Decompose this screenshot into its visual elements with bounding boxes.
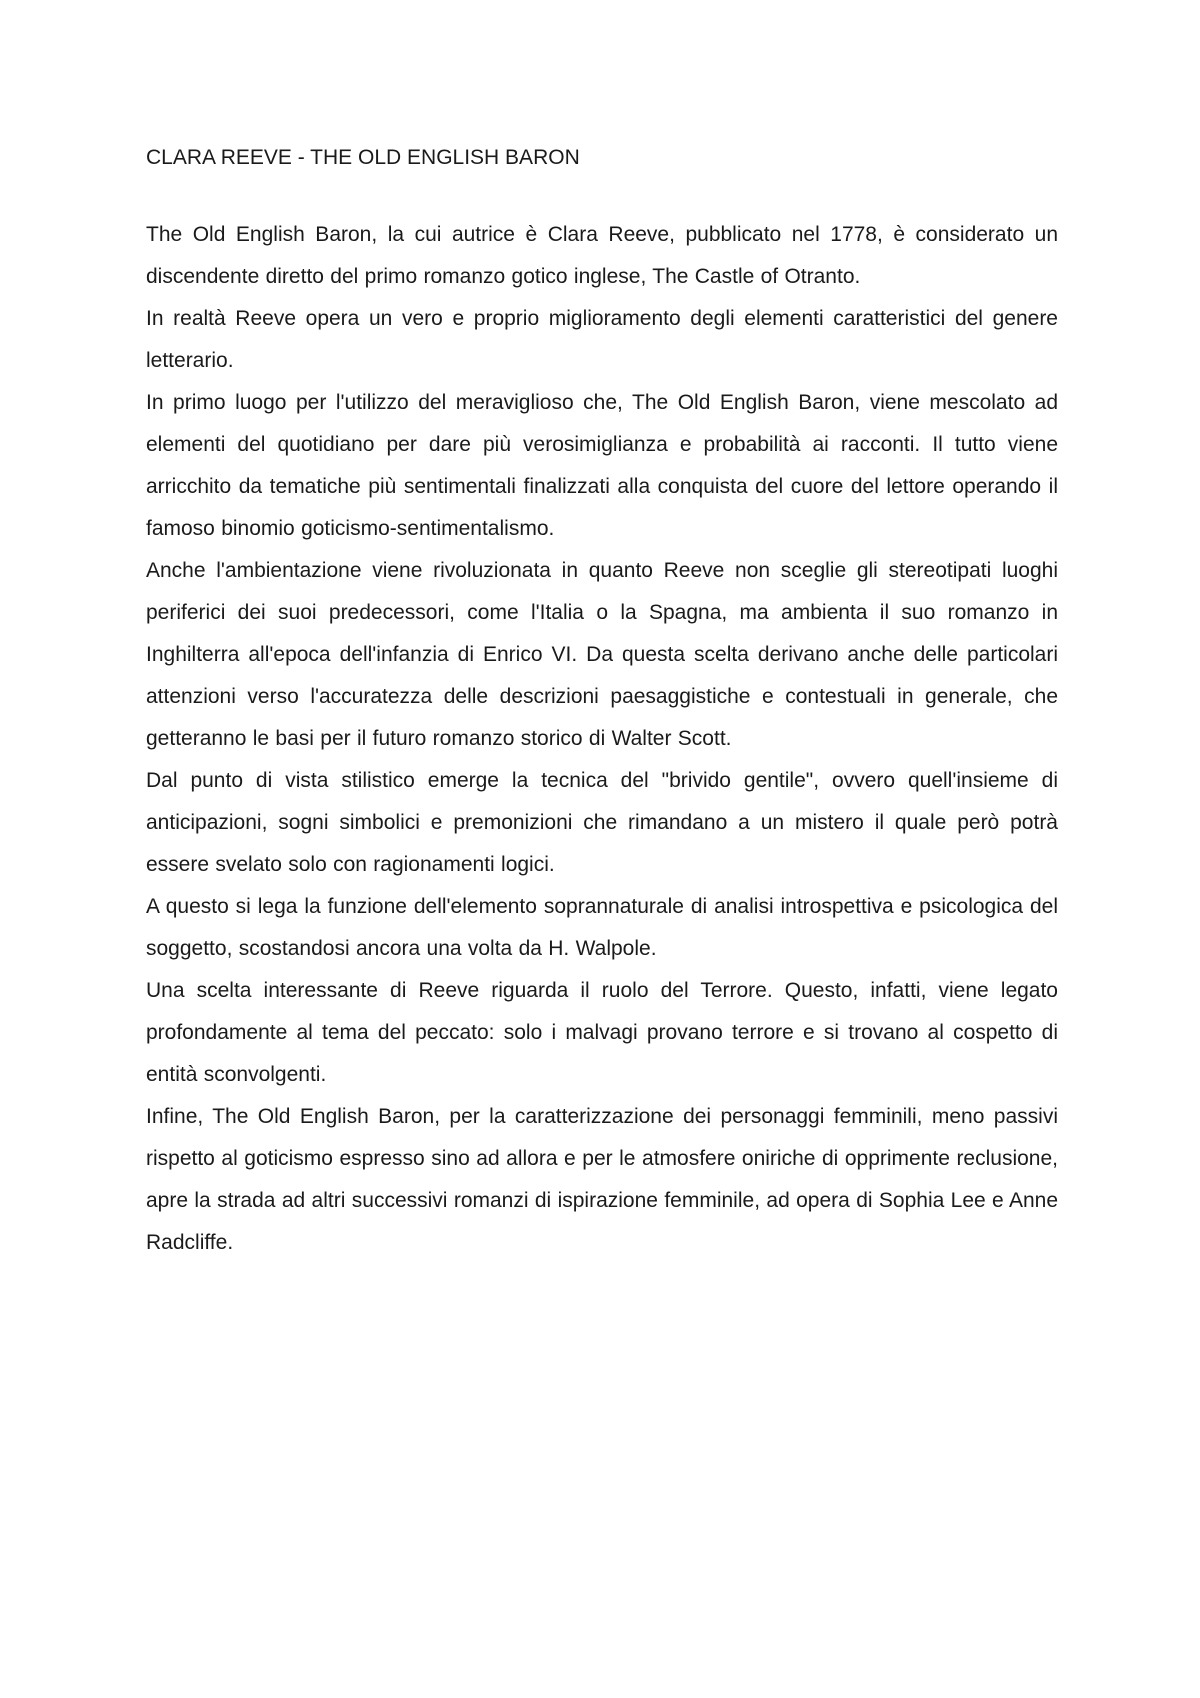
paragraph-2: In realtà Reeve opera un vero e proprio miglioramento degli elementi caratteristici del genere letterario. (146, 307, 1058, 372)
document-body (146, 214, 1058, 1264)
paragraph-5: Dal punto di vista stilistico emerge la tecnica del "brivido gentile", ovvero quell'insieme di anticipazioni, sogni simbolici e premonizioni che rimandano a un mistero il quale però potrà essere svelato solo con ragionamenti logici. (146, 769, 1058, 876)
document-page (146, 143, 1058, 1264)
paragraph-8: Infine, The Old English Baron, per la caratterizzazione dei personaggi femminili, meno passivi rispetto al goticismo espresso sino ad allora e per le atmosfere oniriche di opprimente reclusione, apre la strada ad altri successivi romanzi di ispirazione femminile, ad opera di Sophia Lee e Anne Radcliffe. (146, 1105, 1058, 1254)
paragraph-3: In primo luogo per l'utilizzo del meraviglioso che, The Old English Baron, viene mescolato ad elementi del quotidiano per dare più verosimiglianza e probabilità ai racconti. Il tutto viene arricchito da tematiche più sentimentali finalizzati alla conquista del cuore del lettore operando il famoso binomio goticismo-sentimentalismo. (146, 391, 1058, 540)
paragraph-7: Una scelta interessante di Reeve riguarda il ruolo del Terrore. Questo, infatti, viene legato profondamente al tema del peccato: solo i malvagi provano terrore e si trovano al cospetto di entità sconvolgenti. (146, 979, 1058, 1086)
paragraph-6: A questo si lega la funzione dell'elemento soprannaturale di analisi introspettiva e psicologica del soggetto, scostandosi ancora una volta da H. Walpole. (146, 895, 1058, 960)
paragraph-1: The Old English Baron, la cui autrice è Clara Reeve, pubblicato nel 1778, è considerato un discendente diretto del primo romanzo gotico inglese, The Castle of Otranto. (146, 223, 1058, 288)
paragraph-4: Anche l'ambientazione viene rivoluzionata in quanto Reeve non sceglie gli stereotipati luoghi periferici dei suoi predecessori, come l'Italia o la Spagna, ma ambienta il suo romanzo in Inghilterra all'epoca dell'infanzia di Enrico VI. Da questa scelta derivano anche delle particolari attenzioni verso l'accuratezza delle descrizioni paesaggistiche e contestuali in generale, che getteranno le basi per il futuro romanzo storico di Walter Scott. (146, 559, 1058, 750)
document-title: CLARA REEVE - THE OLD ENGLISH BARON (146, 146, 580, 169)
